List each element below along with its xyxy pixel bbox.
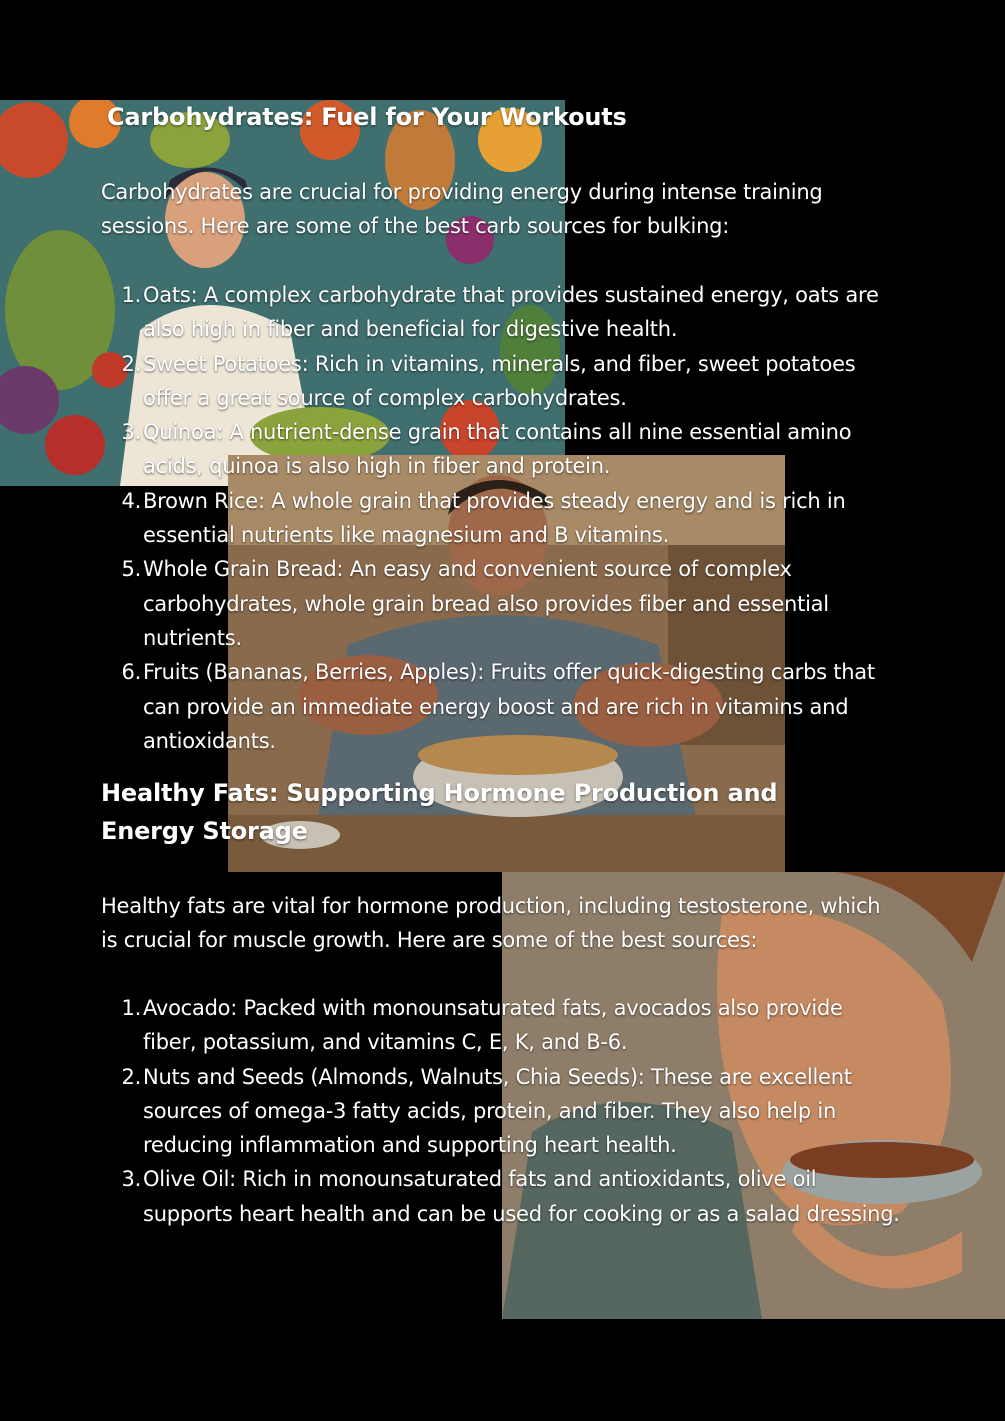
list-number: 6.	[121, 660, 141, 685]
list-number: 2.	[121, 351, 141, 376]
list-text: Avocado: Packed with monounsaturated fats, avocados also provide fiber, potassium, and vitamins C, E, K, and B-6.	[143, 996, 843, 1055]
list-item	[101, 991, 901, 1060]
carbs-heading: Carbohydrates: Fuel for Your Workouts	[107, 103, 627, 131]
list-item	[101, 552, 901, 655]
fats-intro: Healthy fats are vital for hormone production, including testosterone, which is crucial for muscle growth. Here are some of the best sources:	[101, 894, 881, 953]
list-text: Whole Grain Bread: An easy and convenient source of complex carbohydrates, whole grain bread also provides fiber and essential nutrients.	[143, 557, 829, 650]
list-number: 1.	[121, 996, 141, 1020]
list-text: Brown Rice: A whole grain that provides steady energy and is rich in essential nutrients like magnesium and B vitamins.	[143, 488, 846, 548]
list-number: 1.	[121, 283, 141, 307]
list-item	[101, 655, 901, 758]
list-item	[101, 415, 901, 484]
list-item	[101, 347, 901, 416]
list-number: 2.	[121, 1064, 141, 1089]
list-item	[101, 484, 901, 553]
list-number: 4.	[121, 488, 141, 513]
list-text: Quinoa: A nutrient-dense grain that contains all nine essential amino acids, quinoa is also high in fiber and protein.	[143, 420, 852, 479]
list-text: Oats: A complex carbohydrate that provides sustained energy, oats are also high in fiber and beneficial for digestive health.	[143, 283, 879, 342]
list-item	[101, 278, 901, 347]
list-text: Sweet Potatoes: Rich in vitamins, minerals, and fiber, sweet potatoes offer a great source of complex carbohydrates.	[143, 351, 856, 410]
list-number: 3.	[121, 420, 141, 445]
list-text: Olive Oil: Rich in monounsaturated fats and antioxidants, olive oil supports heart health and can be used for cooking or as a salad dressing.	[143, 1167, 900, 1226]
carbs-list	[101, 278, 901, 758]
list-text: Fruits (Bananas, Berries, Apples): Fruits offer quick-digesting carbs that can provide an immediate energy boost and are rich in vitamins and antioxidants.	[143, 660, 875, 753]
carbs-intro: Carbohydrates are crucial for providing energy during intense training sessions. Here are some of the best carb sources for bulking:	[101, 180, 823, 239]
list-text: Nuts and Seeds (Almonds, Walnuts, Chia Seeds): These are excellent sources of omega-3 fatty acids, protein, and fiber. They also help in reducing inflammation and supporting heart health.	[143, 1064, 852, 1158]
list-item	[101, 1060, 901, 1163]
list-item	[101, 1162, 901, 1231]
list-number: 5.	[121, 557, 141, 582]
list-number: 3.	[121, 1167, 141, 1192]
fats-list	[101, 991, 901, 1231]
fats-heading: Healthy Fats: Supporting Hormone Production and Energy Storage	[101, 779, 778, 845]
